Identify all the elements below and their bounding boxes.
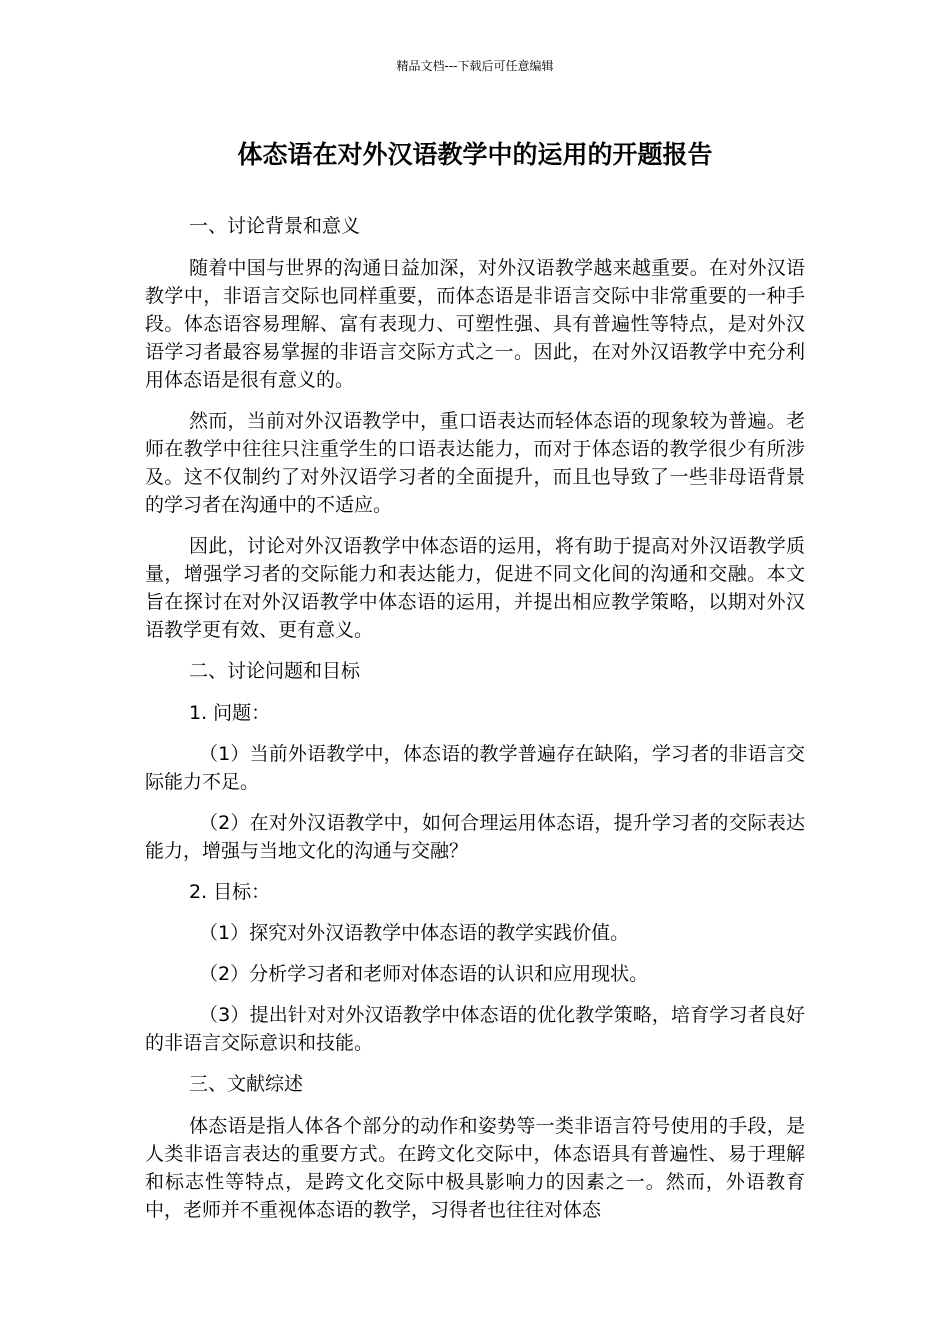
questions-label: 1. 问题： [189, 702, 271, 724]
goal-item: （2）分析学习者和老师对体态语的认识和应用现状。 [199, 963, 649, 985]
document-body [145, 212, 805, 1224]
section-heading-background: 一、讨论背景和意义 [189, 215, 361, 237]
paragraph: 随着中国与世界的沟通日益加深，对外汉语教学越来越重要。在对外汉语教学中，非语言交际也同样重要，而体态语是非语言交际中非常重要的一种手段。体态语容易理解、富有表现力、可塑性强、具有普遍性等特点，是对外汉语学习者最容易掌握的非语言交际方式之一。因此，在对外汉语教学中充分利用体态语是很有意义的。 [145, 257, 805, 391]
document-title: 体态语在对外汉语教学中的运用的开题报告 [237, 140, 713, 169]
section-heading-problems: 二、讨论问题和目标 [189, 660, 361, 682]
question-item: （1）当前外语教学中，体态语的教学普遍存在缺陷，学习者的非语言交际能力不足。 [145, 743, 805, 793]
goal-item: （3）提出针对对外汉语教学中体态语的优化教学策略，培育学习者良好的非语言交际意识和技能。 [145, 1004, 805, 1054]
question-item: （2）在对外汉语教学中，如何合理运用体态语，提升学习者的交际表达能力，增强与当地文化的沟通与交融？ [145, 812, 805, 862]
goals-label: 2. 目标： [189, 881, 271, 903]
paragraph: 体态语是指人体各个部分的动作和姿势等一类非语言符号使用的手段，是人类非语言表达的重要方式。在跨文化交际中，体态语具有普遍性、易于理解和标志性等特点，是跨文化交际中极具影响力的因素之一。然而，外语教育中，老师并不重视体态语的教学，习得者也往往对体态 [145, 1115, 805, 1221]
goal-item: （1）探究对外汉语教学中体态语的教学实践价值。 [199, 922, 630, 944]
page-header: 精品文档---下载后可任意编辑 [396, 59, 554, 73]
section-heading-literature: 三、文献综述 [189, 1073, 304, 1095]
paragraph: 然而，当前对外汉语教学中，重口语表达而轻体态语的现象较为普遍。老师在教学中往往只注重学生的口语表达能力，而对于体态语的教学很少有所涉及。这不仅制约了对外汉语学习者的全面提升，而且也导致了一些非母语背景的学习者在沟通中的不适应。 [145, 410, 805, 516]
paragraph: 因此，讨论对外汉语教学中体态语的运用，将有助于提高对外汉语教学质量，增强学习者的交际能力和表达能力，促进不同文化间的沟通和交融。本文旨在探讨在对外汉语教学中体态语的运用，并提出相应教学策略，以期对外汉语教学更有效、更有意义。 [145, 535, 805, 641]
